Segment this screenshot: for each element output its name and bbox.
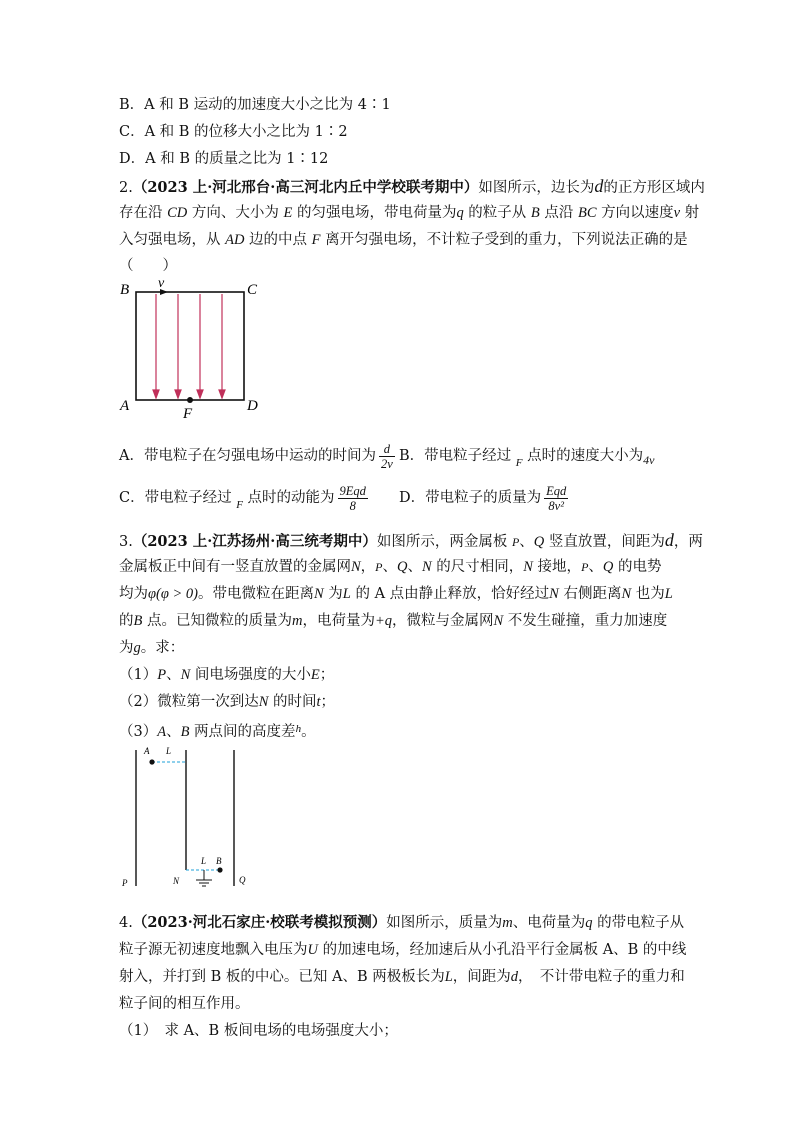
q3-point-a bbox=[149, 759, 154, 764]
q3-var: N bbox=[549, 586, 559, 602]
q3-var: N bbox=[314, 586, 324, 602]
q4-text: 、电荷量为 bbox=[512, 915, 586, 931]
q3-text: ； bbox=[319, 667, 335, 683]
q2-var: F bbox=[311, 232, 321, 248]
q3-line-2 bbox=[119, 557, 662, 577]
q4-text: ，间距为 bbox=[452, 969, 511, 985]
q2-line-2 bbox=[119, 203, 699, 223]
q2-var: B bbox=[530, 205, 540, 221]
q4-var: m bbox=[502, 915, 513, 931]
q3-line-5 bbox=[119, 638, 184, 658]
q2-text: 边的中点 bbox=[244, 232, 312, 248]
q3-label-b: B bbox=[216, 856, 222, 866]
q4-text: ， 不计带电粒子的重力和 bbox=[518, 969, 685, 985]
fraction-denominator: 8v² bbox=[548, 498, 564, 513]
q3-label-l-top: L bbox=[166, 746, 172, 756]
q2-text: 如图所示，边长为 bbox=[478, 180, 595, 196]
q2-option-b-text: 点时的速度大小为 bbox=[522, 448, 644, 464]
q4-line-4: 粒子间的相互作用。 bbox=[119, 996, 250, 1012]
q4-text: 射入，并打到 B 板的中心。已知 A、B 两极板长为 bbox=[119, 969, 445, 985]
q2-var: BC bbox=[578, 205, 597, 221]
q2-var: AD bbox=[225, 232, 245, 248]
q3-text: ，微粒与金属网 bbox=[392, 613, 494, 629]
q4-line-2 bbox=[119, 940, 686, 960]
q3-text: 为 bbox=[119, 640, 134, 656]
q2-label-b: B bbox=[120, 282, 130, 298]
q2-text: 点沿 bbox=[539, 205, 578, 221]
q3-var: P bbox=[511, 535, 520, 549]
q3-text: （3） bbox=[119, 724, 158, 740]
q2-option-c bbox=[119, 482, 371, 521]
q3-text: 接地， bbox=[532, 559, 582, 575]
q3-var: d bbox=[664, 530, 674, 550]
q2-var: CD bbox=[167, 205, 188, 221]
q4-var: L bbox=[444, 969, 453, 985]
q2-option-d-fraction bbox=[544, 484, 568, 513]
q3-var: N bbox=[523, 559, 533, 575]
q3-text: 也为 bbox=[631, 586, 665, 602]
q3-var: B bbox=[133, 613, 143, 629]
q3-var: P bbox=[157, 667, 167, 683]
q3-var: N bbox=[258, 694, 269, 710]
q2-text: 离开匀强电场，不计粒子受到的重力，下列说法正确的是 bbox=[320, 232, 688, 248]
q2-var-d: d bbox=[594, 176, 604, 196]
q2-var: E bbox=[283, 205, 293, 221]
q3-text: 、 bbox=[519, 534, 534, 550]
q3-figure bbox=[118, 744, 258, 894]
q2-option-b bbox=[399, 441, 654, 478]
q2-option-a-fraction bbox=[379, 442, 395, 471]
q3-source: （2023 上·江苏扬州·高三统考期中） bbox=[132, 533, 377, 550]
q3-text: 点。已知微粒的质量为 bbox=[142, 613, 292, 629]
q2-var: F bbox=[236, 499, 243, 511]
q3-var: g bbox=[133, 640, 141, 656]
q4-text: 的带电粒子从 bbox=[592, 915, 685, 931]
q2-option-c-text: 点时的动能为 bbox=[242, 490, 335, 506]
q2-figure bbox=[116, 274, 266, 424]
fraction-denominator: 8 bbox=[349, 498, 356, 513]
q3-text: 右侧距离 bbox=[558, 586, 622, 602]
q3-text: 竖直放置，间距为 bbox=[544, 534, 665, 550]
q3-var: E bbox=[310, 667, 320, 683]
ground-icon bbox=[196, 870, 212, 886]
q3-text: ， bbox=[360, 559, 376, 575]
q2-line-1 bbox=[119, 176, 705, 198]
q1-option-b: B．A 和 B 运动的加速度大小之比为 4∶1 bbox=[119, 97, 391, 113]
q2-text: 的粒子从 bbox=[463, 205, 531, 221]
q3-var: Q bbox=[602, 559, 614, 575]
q4-number: 4. bbox=[119, 915, 133, 931]
q3-var: N bbox=[621, 586, 632, 602]
q4-var: d bbox=[510, 969, 519, 985]
q3-text: 的 bbox=[119, 613, 134, 629]
q2-label-d: D bbox=[247, 398, 258, 414]
q3-var: Q bbox=[397, 559, 408, 575]
q2-var: F bbox=[515, 457, 523, 469]
q2-label-v: v bbox=[158, 276, 165, 291]
q4-text: 如图所示，质量为 bbox=[386, 915, 503, 931]
q3-text: 如图所示，两金属板 bbox=[376, 534, 512, 550]
q2-label-c: C bbox=[247, 282, 258, 298]
q3-var: L bbox=[664, 586, 673, 602]
q3-subquestion-2 bbox=[119, 692, 335, 712]
q3-text: ，两 bbox=[673, 534, 703, 550]
q3-var: φ(φ > 0) bbox=[148, 586, 198, 602]
q2-source: （2023 上·河北邢台·高三河北内丘中学校联考期中） bbox=[132, 179, 479, 196]
q4-line-3 bbox=[119, 967, 685, 987]
fraction-numerator: d bbox=[379, 442, 395, 457]
q2-option-c-text: C．带电粒子经过 bbox=[119, 490, 237, 506]
q4-source: （2023·河北石家庄·校联考模拟预测） bbox=[132, 914, 387, 931]
q4-var: U bbox=[307, 942, 318, 958]
q3-text: 。求： bbox=[140, 640, 185, 656]
q3-text: 的时间 bbox=[268, 694, 317, 710]
q3-text: 金属板正中间有一竖直放置的金属网 bbox=[119, 559, 351, 575]
q2-option-c-fraction bbox=[338, 484, 368, 513]
q1-option-c: C．A 和 B 的位移大小之比为 1∶2 bbox=[119, 124, 348, 140]
q3-number: 3. bbox=[119, 534, 133, 550]
q2-field-arrow bbox=[219, 390, 225, 398]
q3-text: 间电场强度的大小 bbox=[190, 667, 311, 683]
q3-point-b bbox=[217, 867, 222, 872]
fraction-numerator: Eqd bbox=[546, 483, 567, 498]
q2-option-d-text: D．带电粒子的质量为 bbox=[399, 490, 542, 506]
q2-option-b-value: 4v bbox=[643, 453, 655, 467]
q3-text: （1） bbox=[119, 667, 158, 683]
q3-var: N bbox=[493, 613, 504, 629]
q2-text: 方向以速度 bbox=[596, 205, 674, 221]
q2-option-a-text: A．带电粒子在匀强电场中运动的时间为 bbox=[119, 448, 376, 464]
q3-var: +q bbox=[374, 613, 392, 629]
q3-label-a: A bbox=[144, 746, 150, 756]
q2-label-f: F bbox=[183, 406, 193, 422]
q3-label-q: Q bbox=[239, 875, 246, 885]
q3-text: 均为 bbox=[119, 586, 148, 602]
q2-answer-paren: （ ） bbox=[119, 258, 177, 274]
fraction-numerator: 9Eqd bbox=[339, 483, 366, 498]
q3-text: 为 bbox=[323, 586, 343, 602]
q2-text: 入匀强电场，从 bbox=[119, 232, 226, 248]
q2-text: 的正方形区域内 bbox=[603, 180, 705, 196]
q3-subquestion-3 bbox=[119, 719, 316, 742]
q2-text: 存在沿 bbox=[119, 205, 168, 221]
q2-field-arrow bbox=[175, 390, 181, 398]
q3-var: L bbox=[342, 586, 351, 602]
q3-text: 。带电微粒在距离 bbox=[198, 586, 314, 602]
q2-option-b-text: B．带电粒子经过 bbox=[399, 448, 516, 464]
q3-var: A bbox=[157, 724, 167, 740]
q2-field-arrow bbox=[153, 390, 159, 398]
q3-var: h bbox=[295, 723, 302, 735]
q3-text: 、 bbox=[407, 559, 422, 575]
q3-var: m bbox=[291, 613, 303, 629]
q4-var: q bbox=[585, 915, 593, 931]
q3-var: N bbox=[422, 559, 432, 575]
q3-var: P bbox=[581, 560, 589, 574]
q4-text: 的加速电场，经加速后从小孔沿平行金属板 A、B 的中线 bbox=[317, 942, 687, 958]
q3-text: ； bbox=[320, 694, 336, 710]
q2-var: v bbox=[673, 205, 681, 221]
q3-label-l-bottom: L bbox=[201, 856, 207, 866]
q3-text: 的尺寸相同， bbox=[431, 559, 524, 575]
q3-var: N bbox=[180, 667, 191, 683]
q3-var: N bbox=[351, 559, 361, 575]
q3-var: P bbox=[375, 560, 383, 574]
q2-point-f bbox=[187, 397, 193, 403]
q2-number: 2. bbox=[119, 180, 133, 196]
q3-text: 不发生碰撞，重力加速度 bbox=[503, 613, 668, 629]
q4-text: 粒子源无初速度地飘入电压为 bbox=[119, 942, 308, 958]
q2-text: 方向、大小为 bbox=[187, 205, 284, 221]
q3-text: 、 bbox=[588, 559, 603, 575]
q3-text: 、 bbox=[166, 667, 181, 683]
q4-line-1 bbox=[119, 913, 684, 933]
q3-line-3 bbox=[119, 584, 673, 604]
q3-text: 、 bbox=[166, 724, 181, 740]
q2-option-d bbox=[399, 482, 571, 514]
fraction-denominator: 2v bbox=[380, 456, 393, 471]
q3-text: ，电荷量为 bbox=[302, 613, 375, 629]
q2-label-a: A bbox=[120, 398, 130, 414]
q3-label-n: N bbox=[173, 876, 180, 886]
q3-label-p: P bbox=[122, 878, 128, 888]
q2-option-a bbox=[119, 441, 398, 471]
q3-var: B bbox=[180, 724, 190, 740]
q3-var: t bbox=[316, 694, 321, 710]
q3-line-1 bbox=[119, 530, 703, 552]
q3-text: 、 bbox=[382, 559, 398, 575]
q3-line-4 bbox=[119, 611, 667, 631]
q3-text: 两点间的高度差 bbox=[189, 724, 296, 740]
q2-field-arrow bbox=[197, 390, 203, 398]
q2-var: q bbox=[456, 205, 464, 221]
q3-text: 的电势 bbox=[613, 559, 662, 575]
q4-subquestion-1: （1） 求 A、B 板间电场的电场强度大小； bbox=[119, 1023, 398, 1039]
q3-text: 。 bbox=[301, 724, 316, 740]
q3-text: 的 A 点由静止释放，恰好经过 bbox=[350, 586, 550, 602]
q2-square-region bbox=[136, 292, 244, 400]
q2-line-3 bbox=[119, 230, 688, 250]
q2-text: 的匀强电场，带电荷量为 bbox=[292, 205, 457, 221]
q3-subquestion-1 bbox=[119, 665, 334, 685]
q3-var: Q bbox=[533, 534, 545, 550]
q2-text: 射 bbox=[680, 205, 700, 221]
q3-text: （2）微粒第一次到达 bbox=[119, 694, 259, 710]
q1-option-d: D．A 和 B 的质量之比为 1∶12 bbox=[119, 151, 329, 167]
